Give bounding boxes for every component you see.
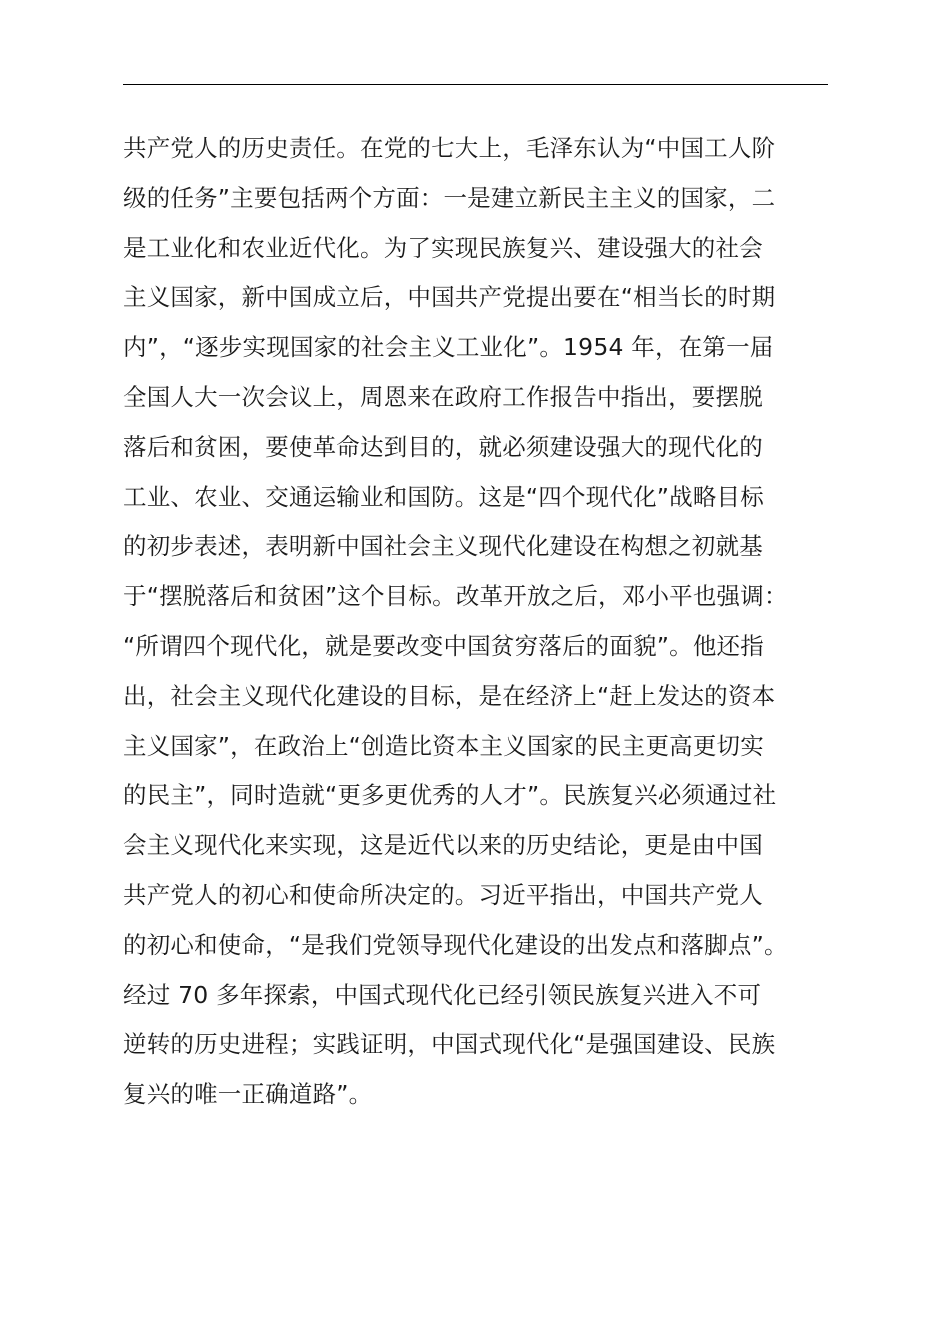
body-text xyxy=(123,124,843,1120)
text-line: 全国人大一次会议上，周恩来在政府工作报告中指出，要摆脱 xyxy=(123,382,763,411)
text-line: 的民主”，同时造就“更多更优秀的人才”。民族复兴必须通过社 xyxy=(123,781,777,810)
header-rule xyxy=(123,84,828,85)
text-line: 是工业化和农业近代化。为了实现民族复兴、建设强大的社会 xyxy=(123,233,763,262)
text-line: 的初步表述，表明新中国社会主义现代化建设在构想之初就基 xyxy=(123,532,763,561)
text-line: 会主义现代化来实现，这是近代以来的历史结论，更是由中国 xyxy=(123,831,763,860)
text-line: 的初心和使命，“是我们党领导现代化建设的出发点和落脚点”。 xyxy=(123,930,788,959)
text-line: 级的任务”主要包括两个方面：一是建立新民主主义的国家，二 xyxy=(123,183,776,212)
text-line: 于“摆脱落后和贫困”这个目标。改革开放之后，邓小平也强调： xyxy=(123,582,788,611)
text-line: 工业、农业、交通运输业和国防。这是“四个现代化”战略目标 xyxy=(123,482,764,511)
text-line: 逆转的历史进程；实践证明，中国式现代化“是强国建设、民族 xyxy=(123,1030,776,1059)
text-line: 共产党人的初心和使命所决定的。习近平指出，中国共产党人 xyxy=(123,880,763,909)
text-line: “所谓四个现代化，就是要改变中国贫穷落后的面貌”。他还指 xyxy=(123,631,764,660)
text-line: 共产党人的历史责任。在党的七大上，毛泽东认为“中国工人阶 xyxy=(123,134,776,162)
text-line: 出，社会主义现代化建设的目标，是在经济上“赶上发达的资本 xyxy=(123,681,776,710)
text-line: 主义国家”，在政治上“创造比资本主义国家的民主更高更切实 xyxy=(123,731,764,760)
text-line: 内”，“逐步实现国家的社会主义工业化”。1954 年，在第一届 xyxy=(123,333,774,362)
text-line: 复兴的唯一正确道路”。 xyxy=(123,1080,373,1109)
text-line: 落后和贫困，要使革命达到目的，就必须建设强大的现代化的 xyxy=(123,432,763,461)
text-line: 主义国家，新中国成立后，中国共产党提出要在“相当长的时期 xyxy=(123,283,776,312)
text-line: 经过 70 多年探索，中国式现代化已经引领民族复兴进入不可 xyxy=(123,980,762,1009)
